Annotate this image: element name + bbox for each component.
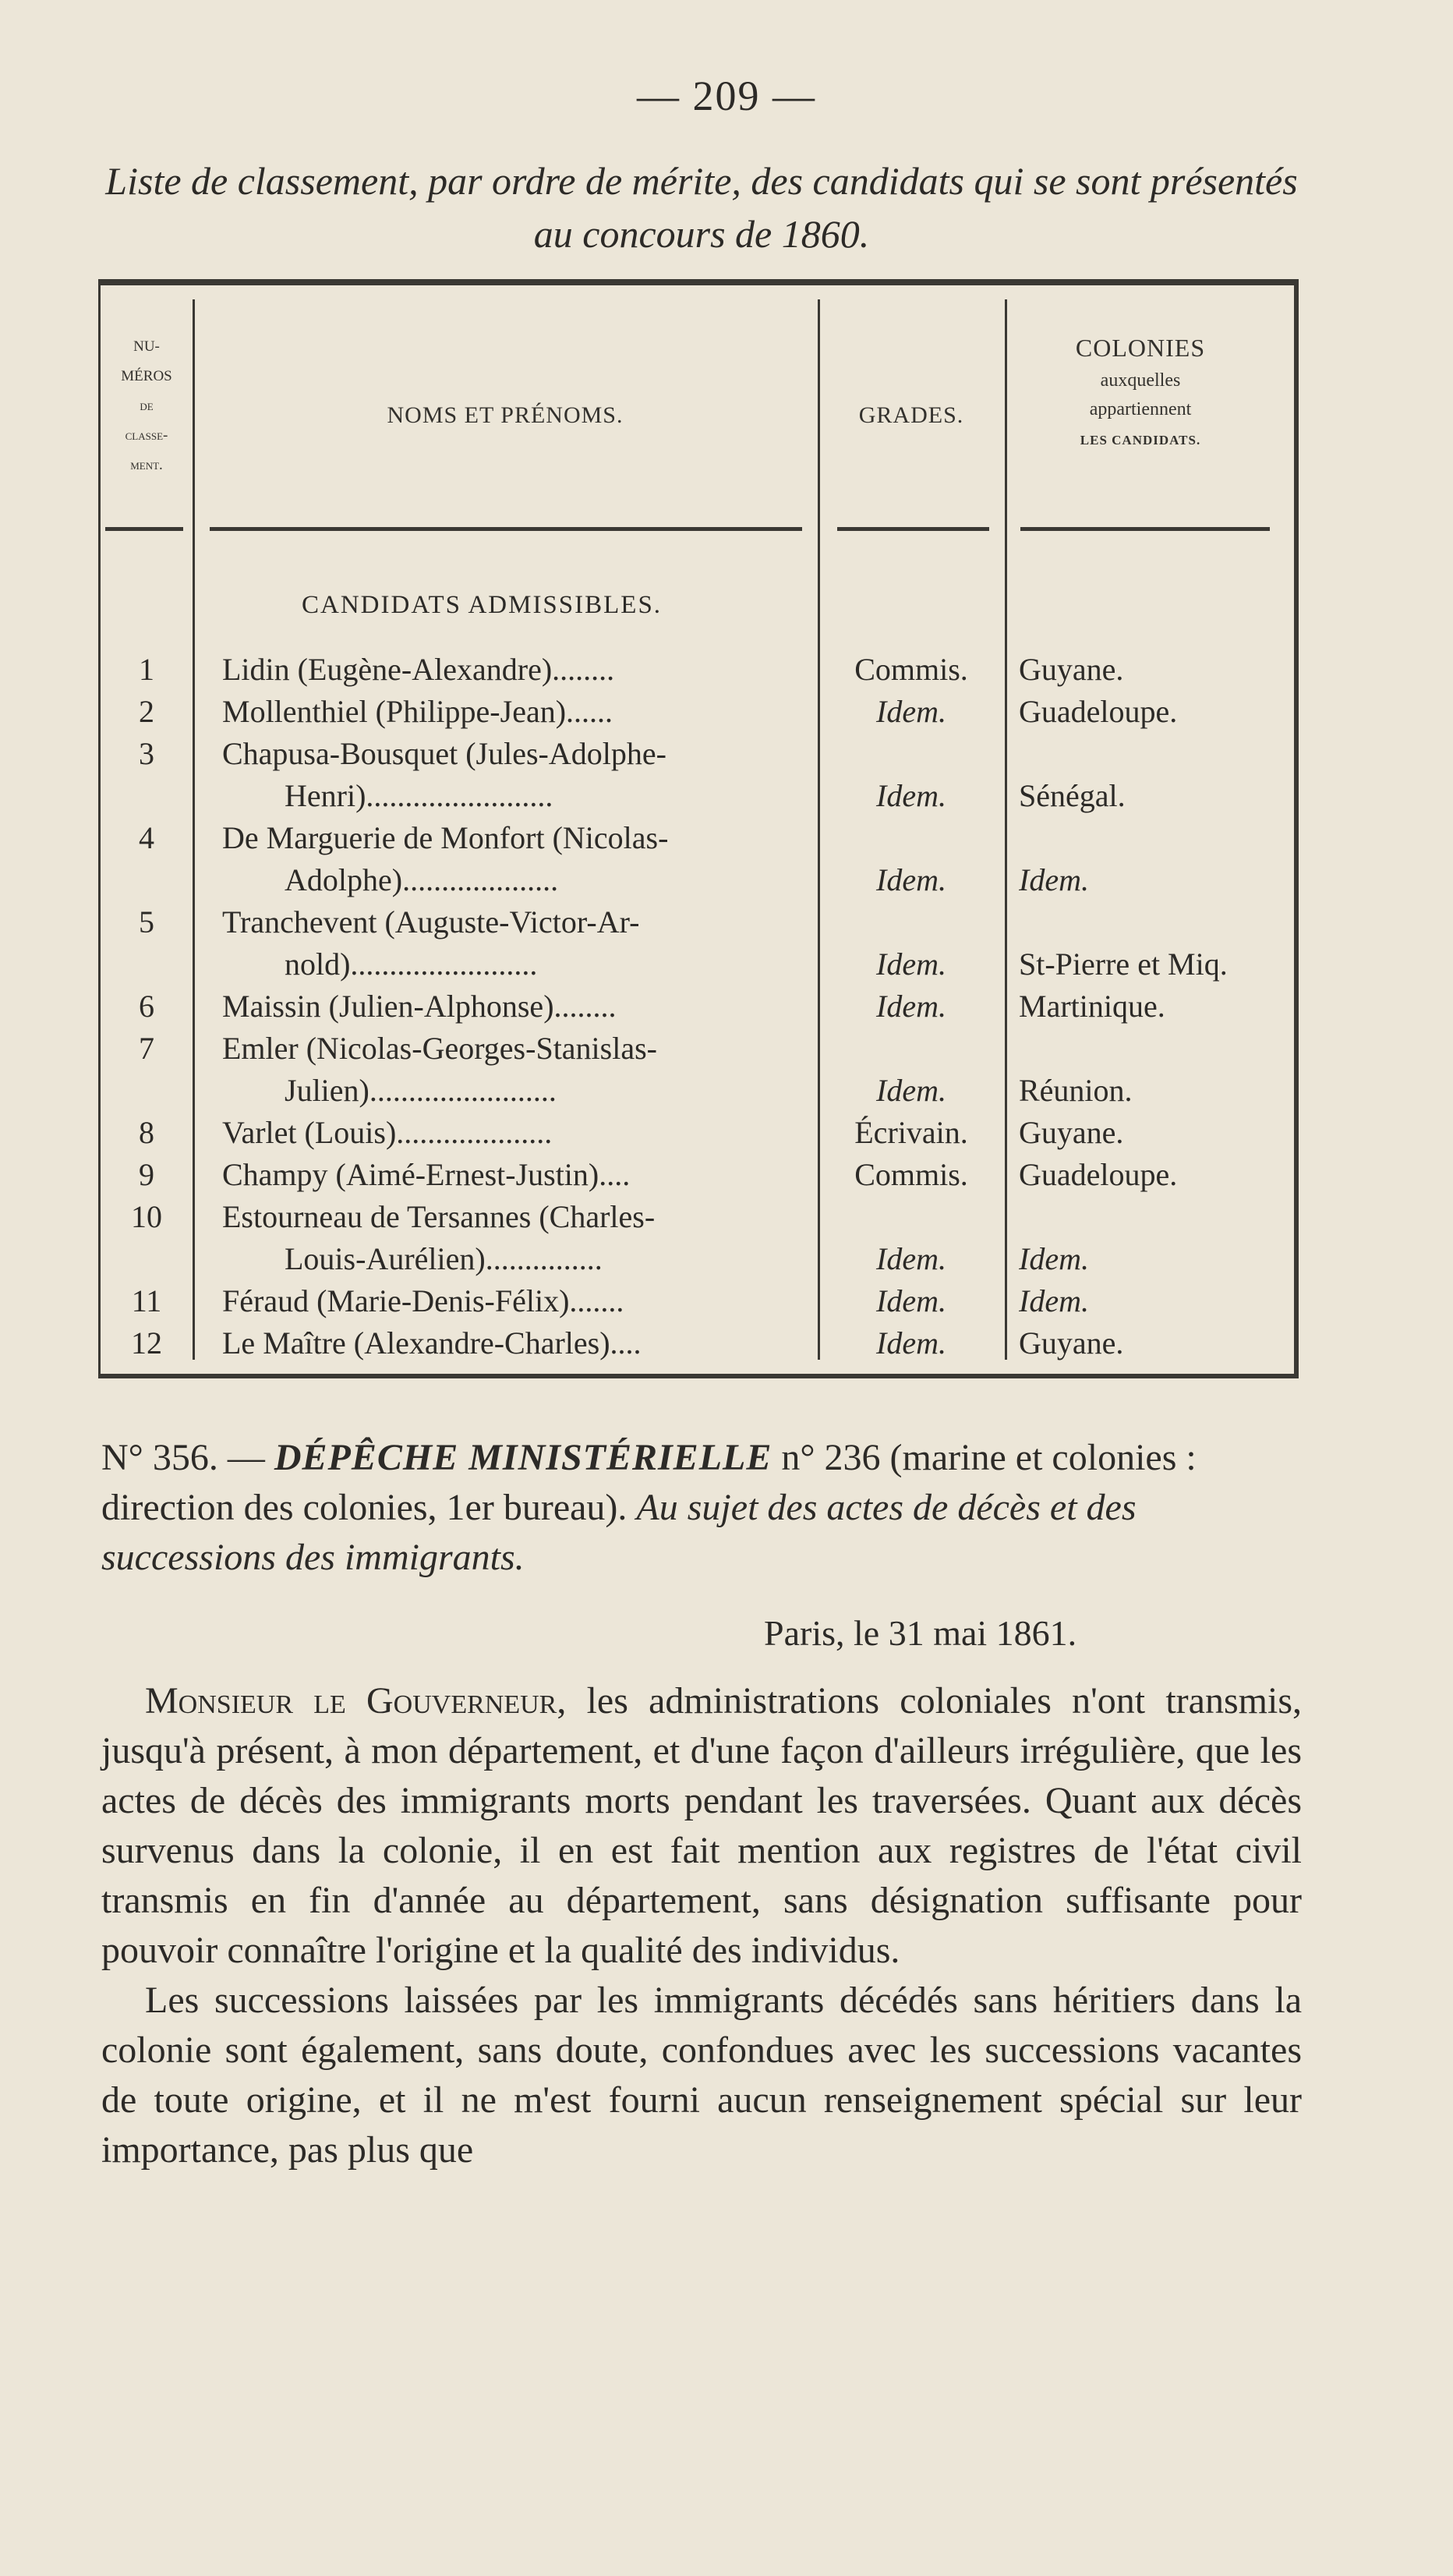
- row-name: Adolphe)....................: [285, 862, 559, 897]
- header-colonies-line: LES CANDIDATS.: [1080, 433, 1201, 448]
- row-number: 9: [139, 1157, 154, 1192]
- row-number: 8: [139, 1115, 154, 1150]
- decree-subject: Au sujet des actes de décès et des successions des immigrants.: [101, 1487, 1137, 1578]
- row-name: Champy (Aimé-Ernest-Justin)....: [222, 1157, 631, 1192]
- table-row: [101, 649, 1301, 691]
- row-number: 7: [139, 1031, 154, 1066]
- header-numero-line: classe-: [125, 427, 168, 444]
- header-numero: [101, 332, 193, 480]
- header-numero-line: de: [140, 398, 154, 414]
- paragraph: [101, 1676, 1302, 1976]
- decree-kind: DÉPÊCHE MINISTÉRIELLE: [274, 1437, 772, 1478]
- header-numero-line: NU-: [133, 338, 160, 355]
- row-name: Louis-Aurélien)...............: [285, 1241, 603, 1276]
- row-grade: Idem.: [876, 989, 946, 1024]
- table-row: [101, 1196, 1301, 1238]
- row-name: Estourneau de Tersannes (Charles-: [222, 1199, 656, 1234]
- table-row: [101, 859, 1301, 901]
- header-numero-line: MÉROS: [121, 368, 172, 384]
- header-grades: GRADES.: [858, 402, 964, 428]
- row-name: Henri)........................: [285, 778, 553, 813]
- row-colony: Réunion.: [1019, 1073, 1133, 1108]
- row-name: nold)........................: [285, 947, 538, 982]
- row-colony: Sénégal.: [1019, 778, 1126, 813]
- row-number: 6: [139, 989, 154, 1024]
- table-row: [101, 1280, 1301, 1322]
- row-grade: Idem.: [876, 1241, 946, 1276]
- table-row: [101, 775, 1301, 817]
- row-name: Le Maître (Alexandre-Charles)....: [222, 1325, 642, 1361]
- row-colony: Idem.: [1019, 862, 1089, 897]
- table-row: [101, 817, 1301, 859]
- salutation: Monsieur le Gouverneur: [145, 1680, 557, 1721]
- row-number: 3: [139, 736, 154, 771]
- row-grade: Idem.: [876, 778, 946, 813]
- row-colony: Guyane.: [1019, 1325, 1124, 1361]
- paragraph-text: , les administrations coloniales n'ont transmis, jusqu'à présent, à mon département, et d'une façon d'ailleurs irrégulière, que les actes de décès des immigrants morts pendant les traversées. Quant aux décès survenus dans la colonie, il en est fait mention aux registres de l'état civil transmis en fin d'année au département, sans désignation suffisante pour pouvoir connaître l'origine et la qualité des individus.: [101, 1680, 1303, 1971]
- table-row: [101, 691, 1301, 733]
- header-rule: [105, 527, 183, 531]
- letter-body: [101, 1676, 1302, 2175]
- table-row: [101, 1238, 1301, 1280]
- row-name: Emler (Nicolas-Georges-Stanislas-: [222, 1031, 657, 1066]
- row-grade: Écrivain.: [854, 1115, 968, 1150]
- row-name: Varlet (Louis)....................: [222, 1115, 553, 1150]
- table-row: [101, 985, 1301, 1028]
- row-number: 11: [131, 1283, 162, 1318]
- row-colony: Idem.: [1019, 1283, 1089, 1318]
- row-number: 1: [139, 652, 154, 687]
- header-rule: [210, 527, 802, 531]
- decree-heading: [101, 1433, 1302, 1583]
- paragraph: [101, 1976, 1302, 2175]
- row-name: Mollenthiel (Philippe-Jean)......: [222, 694, 613, 729]
- row-number: 4: [139, 820, 154, 855]
- row-number: 12: [131, 1325, 162, 1361]
- decree-details: n° 236 (marine et colonies : direction des colonies, 1er bureau).: [101, 1437, 1197, 1528]
- table-row: [101, 733, 1301, 775]
- table-row: [101, 943, 1301, 985]
- decree-number: N° 356. —: [101, 1437, 265, 1478]
- row-grade: Commis.: [854, 652, 968, 687]
- header-colonies-line: COLONIES: [1075, 334, 1206, 362]
- table-row: [101, 901, 1301, 943]
- header-colonies-line: auxquelles: [1100, 370, 1181, 391]
- table-row: [101, 1322, 1301, 1364]
- row-grade: Idem.: [876, 1283, 946, 1318]
- header-rule: [1020, 527, 1270, 531]
- row-colony: Martinique.: [1019, 989, 1165, 1024]
- row-colony: Guadeloupe.: [1019, 1157, 1178, 1192]
- row-colony: St-Pierre et Miq.: [1019, 947, 1228, 982]
- row-grade: Commis.: [854, 1157, 968, 1192]
- row-number: 10: [131, 1199, 162, 1234]
- header-rule: [837, 527, 989, 531]
- table-row: [101, 1070, 1301, 1112]
- section-label: CANDIDATS ADMISSIBLES.: [302, 591, 663, 619]
- row-name: Chapusa-Bousquet (Jules-Adolphe-: [222, 736, 666, 771]
- row-name: De Marguerie de Monfort (Nicolas-: [222, 820, 669, 855]
- row-name: Maissin (Julien-Alphonse)........: [222, 989, 617, 1024]
- table-row: [101, 1112, 1301, 1154]
- header-colonies-line: appartiennent: [1089, 399, 1192, 419]
- dateline: Paris, le 31 mai 1861.: [764, 1613, 1077, 1653]
- row-name: Tranchevent (Auguste-Victor-Ar-: [222, 904, 640, 939]
- row-grade: Idem.: [876, 862, 946, 897]
- table-body: [101, 649, 1301, 1364]
- table-row: [101, 1028, 1301, 1070]
- row-name: Lidin (Eugène-Alexandre)........: [222, 652, 615, 687]
- row-name: Féraud (Marie-Denis-Félix).......: [222, 1283, 624, 1318]
- row-name: Julien)........................: [285, 1073, 557, 1108]
- header-noms: NOMS ET PRÉNOMS.: [387, 402, 624, 428]
- table-row: [101, 1154, 1301, 1196]
- row-grade: Idem.: [876, 694, 946, 729]
- ranking-table: [98, 279, 1299, 1378]
- row-grade: Idem.: [876, 1073, 946, 1108]
- row-colony: Idem.: [1019, 1241, 1089, 1276]
- page-number: — 209 —: [637, 73, 816, 119]
- row-colony: Guadeloupe.: [1019, 694, 1178, 729]
- paragraph-text: Les successions laissées par les immigrants décédés sans héritiers dans la colonie sont également, sans doute, confondues avec les successions vacantes de toute origine, et il ne m'est fourni aucun renseignement spécial sur leur importance, pas plus que: [101, 1980, 1302, 2171]
- row-colony: Guyane.: [1019, 652, 1124, 687]
- header-numero-line: ment.: [130, 457, 163, 473]
- row-colony: Guyane.: [1019, 1115, 1124, 1150]
- row-number: 2: [139, 694, 154, 729]
- header-colonies: [1005, 334, 1276, 448]
- row-grade: Idem.: [876, 1325, 946, 1361]
- table-title: Liste de classement, par ordre de mérite, des candidats qui se sont présentés au concours de 1860.: [105, 159, 1298, 256]
- row-grade: Idem.: [876, 947, 946, 982]
- row-number: 5: [139, 904, 154, 939]
